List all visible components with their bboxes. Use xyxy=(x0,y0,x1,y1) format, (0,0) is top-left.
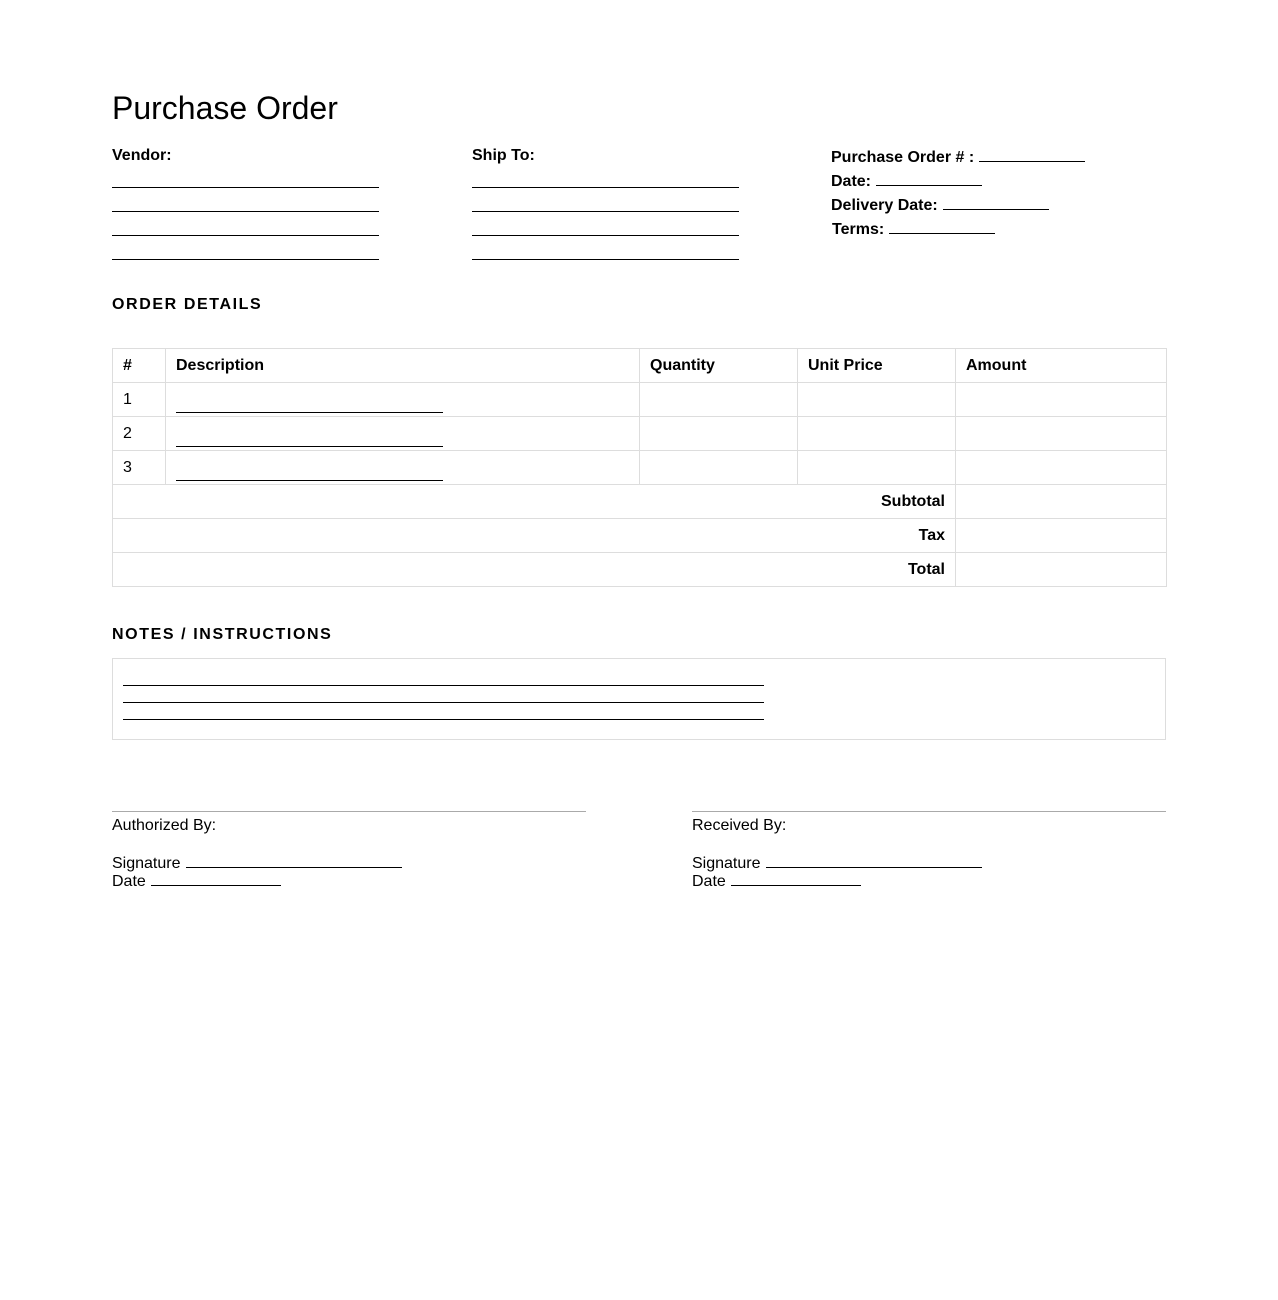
table-row xyxy=(113,383,1167,417)
received-by-heading: Received By: xyxy=(692,817,787,834)
delivery-date-row xyxy=(831,194,1085,218)
received-signature-row xyxy=(692,853,1166,871)
table-row xyxy=(113,451,1167,485)
vendor-line-1[interactable] xyxy=(112,166,379,188)
column-header-amount: Amount xyxy=(956,349,1167,383)
column-header-description: Description xyxy=(166,349,640,383)
row-number: 2 xyxy=(113,417,166,451)
notes-line-3[interactable] xyxy=(123,703,764,720)
subtotal-label: Subtotal xyxy=(113,485,956,519)
description-field[interactable] xyxy=(176,464,443,481)
amount-cell[interactable] xyxy=(956,417,1167,451)
row-number: 3 xyxy=(113,451,166,485)
authorized-date-field[interactable] xyxy=(151,871,281,886)
received-signature-field[interactable] xyxy=(766,853,982,868)
signature-label: Signature xyxy=(112,855,181,872)
description-field[interactable] xyxy=(176,430,443,447)
unit-price-cell[interactable] xyxy=(798,383,956,417)
page-title: Purchase Order xyxy=(112,90,338,126)
vendor-line-2[interactable] xyxy=(112,188,379,212)
date-field[interactable] xyxy=(876,170,982,186)
terms-row xyxy=(831,218,1085,242)
vendor-block xyxy=(112,146,382,260)
notes-box[interactable] xyxy=(112,658,1166,740)
signature-label: Signature xyxy=(692,855,761,872)
po-number-field[interactable] xyxy=(979,146,1085,162)
vendor-label: Vendor: xyxy=(112,147,172,164)
tax-label: Tax xyxy=(113,519,956,553)
po-number-row xyxy=(831,146,1085,170)
column-header-number: # xyxy=(113,349,166,383)
ship-to-line-1[interactable] xyxy=(472,166,739,188)
quantity-cell[interactable] xyxy=(640,451,798,485)
order-meta-block xyxy=(831,146,1085,242)
order-details-heading: ORDER DETAILS xyxy=(112,296,263,313)
notes-line-2[interactable] xyxy=(123,686,764,703)
po-number-label: Purchase Order # : xyxy=(831,149,975,166)
authorized-by-heading: Authorized By: xyxy=(112,817,217,834)
vendor-line-3[interactable] xyxy=(112,212,379,236)
date-row xyxy=(831,170,1085,194)
subtotal-value[interactable] xyxy=(956,485,1167,519)
received-by-block xyxy=(692,811,1166,889)
table-header-row xyxy=(113,349,1167,383)
authorized-signature-row xyxy=(112,853,586,871)
total-label: Total xyxy=(113,553,956,587)
order-details-table xyxy=(112,348,1167,587)
authorized-signature-field[interactable] xyxy=(186,853,402,868)
tax-value[interactable] xyxy=(956,519,1167,553)
column-header-quantity: Quantity xyxy=(640,349,798,383)
quantity-cell[interactable] xyxy=(640,417,798,451)
ship-to-block xyxy=(472,146,742,260)
unit-price-cell[interactable] xyxy=(798,417,956,451)
ship-to-line-4[interactable] xyxy=(472,236,739,260)
date-label: Date xyxy=(112,873,146,890)
delivery-date-label: Delivery Date: xyxy=(831,197,938,214)
description-cell[interactable] xyxy=(166,417,640,451)
divider xyxy=(112,811,586,812)
authorized-by-block xyxy=(112,811,586,889)
received-date-field[interactable] xyxy=(731,871,861,886)
received-date-row xyxy=(692,871,1166,889)
table-row xyxy=(113,417,1167,451)
ship-to-line-3[interactable] xyxy=(472,212,739,236)
total-row xyxy=(113,553,1167,587)
total-value[interactable] xyxy=(956,553,1167,587)
date-label: Date: xyxy=(831,173,872,190)
date-label: Date xyxy=(692,873,726,890)
unit-price-cell[interactable] xyxy=(798,451,956,485)
authorized-date-row xyxy=(112,871,586,889)
column-header-unit-price: Unit Price xyxy=(798,349,956,383)
tax-row xyxy=(113,519,1167,553)
amount-cell[interactable] xyxy=(956,451,1167,485)
vendor-line-4[interactable] xyxy=(112,236,379,260)
row-number: 1 xyxy=(113,383,166,417)
description-cell[interactable] xyxy=(166,451,640,485)
ship-to-label: Ship To: xyxy=(472,147,535,164)
notes-heading: NOTES / INSTRUCTIONS xyxy=(112,626,333,643)
terms-label: Terms: xyxy=(832,221,885,238)
amount-cell[interactable] xyxy=(956,383,1167,417)
description-field[interactable] xyxy=(176,396,443,413)
delivery-date-field[interactable] xyxy=(943,194,1049,210)
subtotal-row xyxy=(113,485,1167,519)
description-cell[interactable] xyxy=(166,383,640,417)
ship-to-line-2[interactable] xyxy=(472,188,739,212)
quantity-cell[interactable] xyxy=(640,383,798,417)
terms-field[interactable] xyxy=(889,218,995,234)
notes-line-1[interactable] xyxy=(123,671,764,686)
divider xyxy=(692,811,1166,812)
